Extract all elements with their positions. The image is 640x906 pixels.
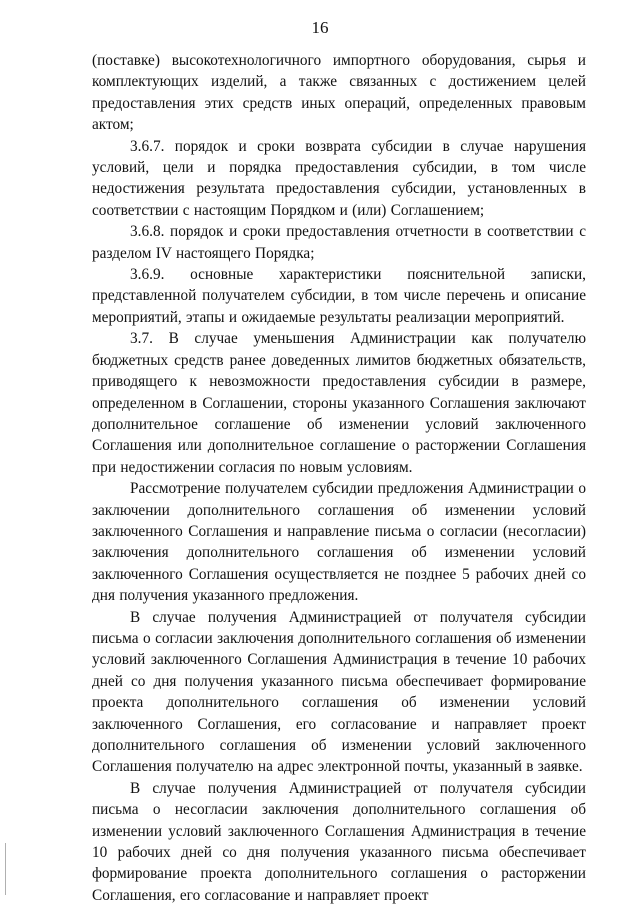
paragraph-3-6-7: 3.6.7. порядок и сроки возврата субсидии в случае нарушения условий, цели и порядка предоставления субсидии, в том числе недостижения результата предоставления субсидии, установленных в соответствии с настоящим Порядком и (или) Соглашением; — [92, 137, 586, 219]
paragraph-3-6-9: 3.6.9. основные характеристики пояснительной записки, представленной получателем субсидии, в том числе перечень и описание мероприятий, этапы и ожидаемые результаты реализации мероприятий. — [92, 266, 586, 326]
paragraph-3-6-8: 3.6.8. порядок и сроки предоставления отчетности в соответствии с разделом IV настоящего Порядка; — [92, 223, 586, 262]
page-number: 16 — [311, 18, 329, 37]
paragraph-continuation: (поставке) высокотехнологичного импортного оборудования, сырья и комплектующих изделий, а также связанных с достижением целей предоставления этих средств иных операций, определенных правовым актом; — [92, 52, 586, 134]
paragraph-consent-letter: В случае получения Администрацией от получателя субсидии письма о согласии заключения дополнительного соглашения об изменении условий заключенного Соглашения Администрация в течение 10 рабочих дней со дня получения указанного письма обеспечивает формирование проекта дополнительного соглашения об изменении условий заключенного Соглашения, его согласование и направляет проект дополнительного соглашения об изменении условий заключенного Соглашения получателю на адрес электронной почты, указанный в заявке. — [92, 608, 586, 776]
document-body — [92, 50, 586, 906]
paragraph-disagreement-letter: В случае получения Администрацией от получателя субсидии письма о несогласии заключения дополнительного соглашения об изменении условий заключенного Соглашения Администрация в течение 10 рабочих дней со дня получения указанного письма обеспечивает формирование проекта дополнительного соглашения о расторжении Соглашения, его согласование и направляет проект — [92, 779, 586, 904]
scan-edge-mark — [5, 843, 6, 895]
paragraph-3-7: 3.7. В случае уменьшения Администрации как получателю бюджетных средств ранее доведенных лимитов бюджетных обязательств, приводящего к невозможности предоставления субсидии в размере, определенном в Соглашении, стороны указанного Соглашения заключают дополнительное соглашение об изменении условий заключенного Соглашения или дополнительное соглашение о расторжении Соглашения при недостижении согласия по новым условиям. — [92, 330, 586, 476]
paragraph-review-proposal: Рассмотрение получателем субсидии предложения Администрации о заключении дополнительного соглашения об изменении условий заключенного Соглашения и направление письма о согласии (несогласии) заключения дополнительного соглашения об изменении условий заключенного Соглашения осуществляется не позднее 5 рабочих дней со дня получения указанного предложения. — [92, 480, 586, 605]
